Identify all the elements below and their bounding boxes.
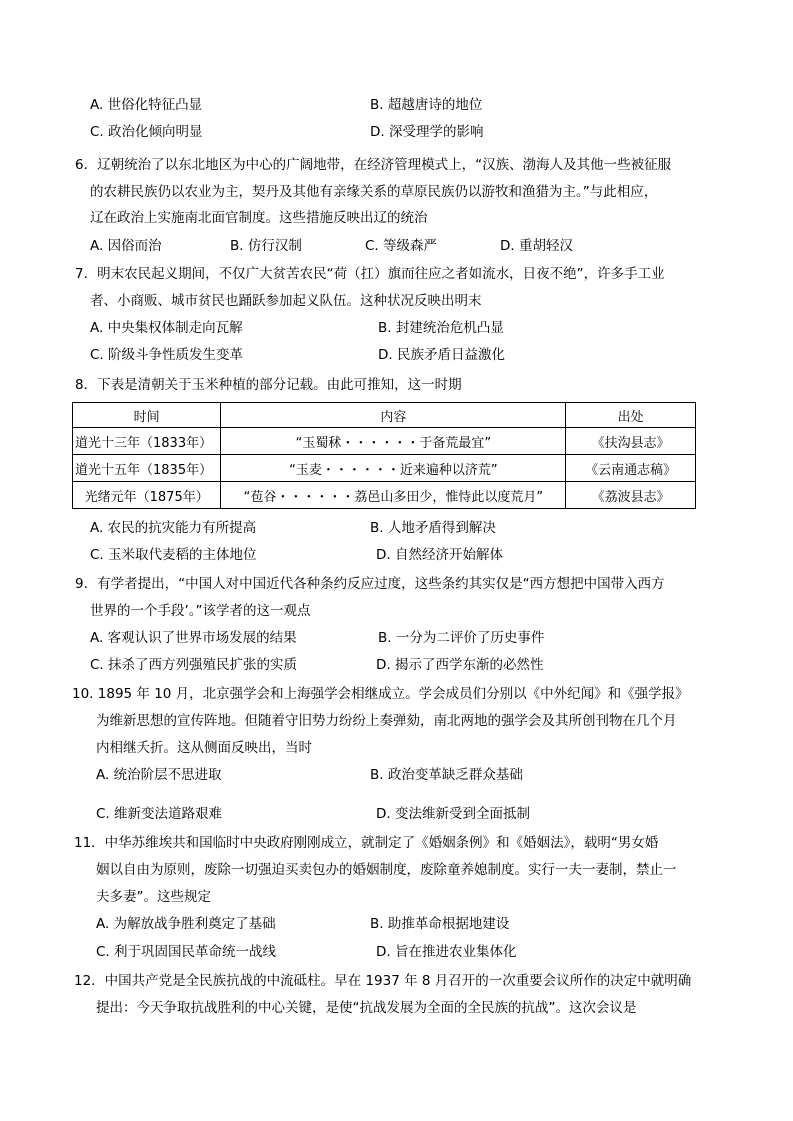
q8-stem-line-1: 8．下表是清朝关于玉米种植的部分记载。由此可推知，这一时期: [75, 377, 462, 393]
q6-stem-line-2: 的农耕民族仍以农业为主，契丹及其他有亲缘关系的草原民族仍以游牧和渔猎为主。”与此相应，: [90, 184, 658, 200]
table-cell-source: 《云南通志稿》: [566, 455, 696, 482]
q6-option-c: C. 等级森严: [365, 238, 438, 254]
q10-stem-line-2: 为维新思想的宣传阵地。但随着守旧势力纷纷上奏弹劾，南北两地的强学会及其所创刊物在几个月: [96, 713, 677, 729]
q10-option-c: C. 维新变法道路艰难: [96, 806, 223, 822]
table-row: [73, 455, 696, 482]
q9-stem-line-2: 世界的一个手段’。”该学者的这一观点: [90, 603, 311, 619]
q9-option-a: A. 客观认识了世界市场发展的结果: [90, 630, 297, 646]
table-header-source: 出处: [566, 403, 696, 428]
q8-option-c: C. 玉米取代麦稻的主体地位: [90, 547, 257, 563]
table-cell-source: 《荔波县志》: [566, 482, 696, 509]
table-cell-time: 道光十五年（1835年）: [73, 455, 221, 482]
q7-stem-line-2: 者、小商贩、城市贫民也踊跃参加起义队伍。这种状况反映出明末: [90, 293, 482, 309]
q11-stem-line-1: 11．中华苏维埃共和国临时中央政府刚刚成立，就制定了《婚姻条例》和《婚姻法》，载明“男女婚: [74, 835, 659, 851]
q12-stem-line-1: 12．中国共产党是全民族抗战的中流砥柱。早在 1937 年 8 月召开的一次重要会议所作的决定中就明确: [74, 973, 692, 989]
q8-option-b: B. 人地矛盾得到解决: [370, 520, 496, 536]
q11-option-c: C. 利于巩固国民革命统一战线: [96, 944, 277, 960]
table-cell-source: 《扶沟县志》: [566, 428, 696, 455]
table-header-time: 时间: [73, 403, 221, 428]
q9-option-d: D. 揭示了西学东渐的必然性: [376, 657, 544, 673]
table-row: [73, 482, 696, 509]
q10-stem-line-1: 10. 1895 年 10 月，北京强学会和上海强学会相继成立。学会成员们分别以《中外纪闻》和《强学报》: [72, 686, 689, 702]
table-cell-content: “玉蜀秫・・・・・・于备荒最宜”: [221, 428, 566, 455]
q7-option-a: A. 中央集权体制走向瓦解: [90, 320, 243, 336]
q6-option-d: D. 重胡轻汉: [500, 238, 573, 254]
q5-option-b: B. 超越唐诗的地位: [370, 97, 483, 113]
q6-stem-line-3: 辽在政治上实施南北面官制度。这些措施反映出辽的统治: [90, 210, 428, 226]
q10-option-a: A. 统治阶层不思进取: [96, 767, 222, 783]
table-header-row: [73, 403, 696, 428]
q11-stem-line-3: 夫多妻”。这些规定: [96, 889, 211, 905]
table-cell-content: “苞谷・・・・・・荔邑山多田少，惟恃此以度荒月”: [221, 482, 566, 509]
q10-option-b: B. 政治变革缺乏群众基础: [370, 767, 523, 783]
q12-stem-line-2: 提出：今天争取抗战胜利的中心关键，是使“抗战发展为全面的全民族的抗战”。这次会议是: [96, 1000, 637, 1016]
q8-option-a: A. 农民的抗灾能力有所提高: [90, 520, 257, 536]
q6-option-b: B. 仿行汉制: [230, 238, 302, 254]
table-cell-content: “玉麦・・・・・・近来遍种以济荒”: [221, 455, 566, 482]
q7-stem-line-1: 7．明末农民起义期间，不仅广大贫苦农民“荷（扛）旗而往应之者如流水，日夜不绝”，许多手工业: [75, 266, 665, 282]
q10-option-d: D. 变法维新受到全面抵制: [376, 806, 530, 822]
table-cell-time: 光绪元年（1875年）: [73, 482, 221, 509]
q9-option-c: C. 抹杀了西方列强殖民扩张的实质: [90, 657, 298, 673]
q7-option-c: C. 阶级斗争性质发生变革: [90, 347, 244, 363]
q5-option-d: D. 深受理学的影响: [370, 124, 484, 140]
q10-stem-line-3: 内相继夭折。这从侧面反映出，当时: [96, 740, 312, 756]
table-cell-time: 道光十三年（1833年）: [73, 428, 221, 455]
q6-stem-line-1: 6．辽朝统治了以东北地区为中心的广阔地带，在经济管理模式上，“汉族、渤海人及其他一些被征服: [75, 157, 672, 173]
q5-option-a: A. 世俗化特征凸显: [90, 97, 203, 113]
q11-option-a: A. 为解放战争胜利奠定了基础: [96, 916, 276, 932]
q7-option-b: B. 封建统治危机凸显: [378, 320, 504, 336]
q8-option-d: D. 自然经济开始解体: [376, 547, 503, 563]
q8-data-table: [72, 402, 696, 509]
q11-stem-line-2: 姻以自由为原则，废除一切强迫买卖包办的婚姻制度，废除童养媳制度。实行一夫一妻制，禁止一: [96, 862, 677, 878]
table-header-content: 内容: [221, 403, 566, 428]
q11-option-d: D. 旨在推进农业集体化: [376, 944, 517, 960]
q6-option-a: A. 因俗而治: [90, 238, 162, 254]
q9-stem-line-1: 9．有学者提出，“中国人对中国近代各种条约反应过度，这些条约其实仅是“西方想把中国带入西方: [75, 576, 665, 592]
q11-option-b: B. 助推革命根据地建设: [370, 916, 510, 932]
q7-option-d: D. 民族矛盾日益激化: [378, 347, 505, 363]
q5-option-c: C. 政治化倾向明显: [90, 124, 203, 140]
table-row: [73, 428, 696, 455]
q9-option-b: B. 一分为二评价了历史事件: [378, 630, 545, 646]
